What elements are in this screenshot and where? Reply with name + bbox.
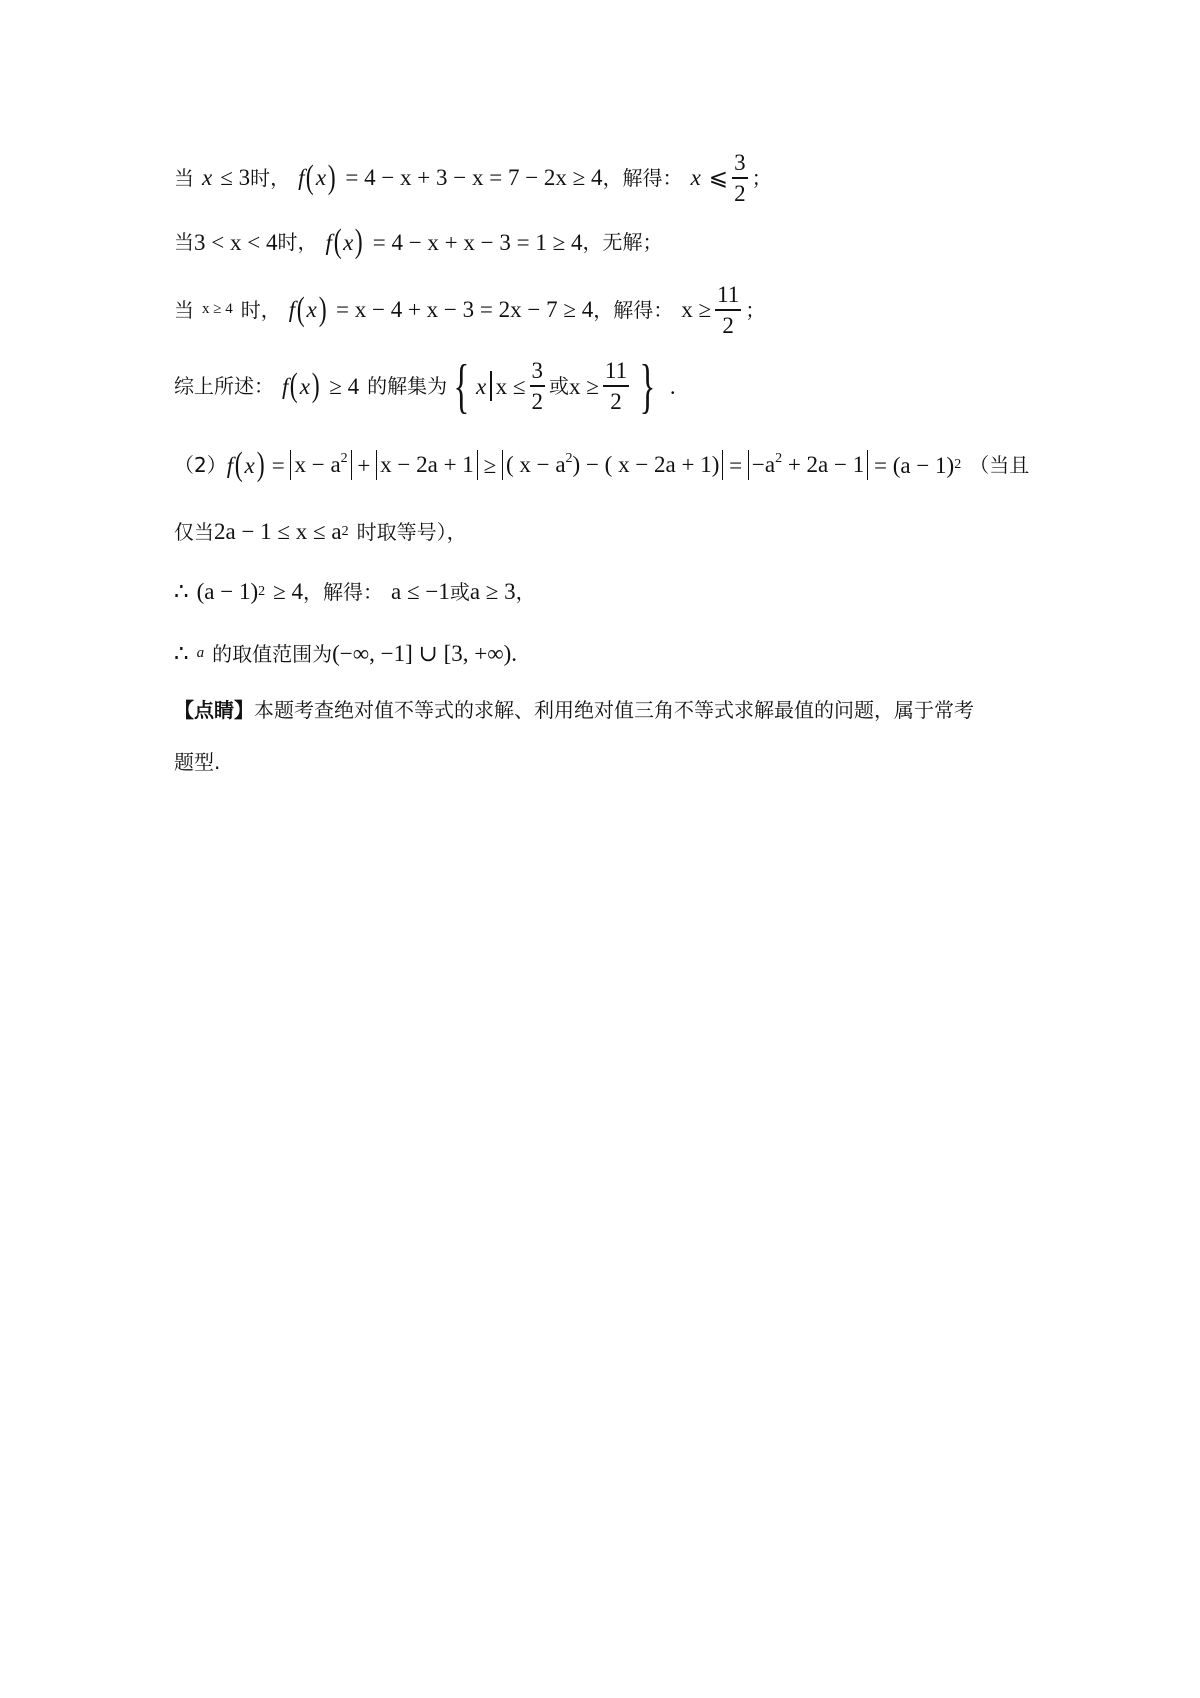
fraction: $\frac{3}{2}$: [531, 358, 544, 414]
abs-term: ( $x - a^2$) − ( x − 2a + 1): [502, 450, 723, 480]
line-part-2-inequality: （2） f ( x ) = $x - a^2$ + x − 2a + 1 ≥ ( $x - a^2$) − ( x − 2a + 1) = $-a^2 + 2a - 1$ = (a − 1) 2 （当且: [174, 446, 1030, 483]
fraction: $\frac{11}{2}$: [604, 358, 628, 414]
line-comment-end: 题型.: [174, 750, 221, 774]
line-case-x-ge-4: 当 x ≥ 4 时， f ( x ) = x − 4 + x − 3 = 2x − 7 ≥ 4 ，解得： x ≥ $\frac{11}{2}$ ；: [174, 282, 766, 338]
abs-term: $-a^2 + 2a - 1$: [748, 450, 868, 480]
line-equality-condition: 仅当 2a − 1 ≤ x ≤ a 2 时取等号），: [174, 519, 467, 544]
fraction: $\frac{11}{2}$: [717, 282, 740, 338]
line-case-3-lt-x-lt-4: 当 3 < x < 4 时， f ( x ) = 4 − x + x − 3 = 1 ≥ 4 ，无解；: [174, 223, 663, 260]
line-comment: 【点睛】 本题考查绝对值不等式的求解、利用绝对值三角不等式求解最值的问题，属于常考: [174, 698, 974, 722]
line-case-x-le-3: 当 x ≤ 3 时， f ( x ) = 4 − x + 3 − x = 7 − 2x ≥ 4 ，解得： x ⩽ $\frac{3}{2}$ ；: [174, 150, 772, 206]
abs-term: $x - a^2$: [290, 450, 351, 480]
fraction: $\frac{3}{2}$: [734, 150, 746, 206]
line-solve-a: ∴ (a − 1) 2 ≥ 4 ，解得： a ≤ −1 或 a ≥ 3 ，: [174, 579, 536, 604]
comment-tag: 【点睛】: [174, 698, 254, 722]
line-solution-set: 综上所述： f ( x ) ≥ 4 的解集为 { x x ≤ $\frac{3}{2}$ 或 x ≥ $\frac{11}{2}$ } .: [174, 353, 676, 419]
line-range-of-a: ∴ a 的取值范围为 (−∞, −1] ∪ [3, +∞) .: [174, 641, 518, 666]
abs-term: x − 2a + 1: [376, 450, 478, 480]
